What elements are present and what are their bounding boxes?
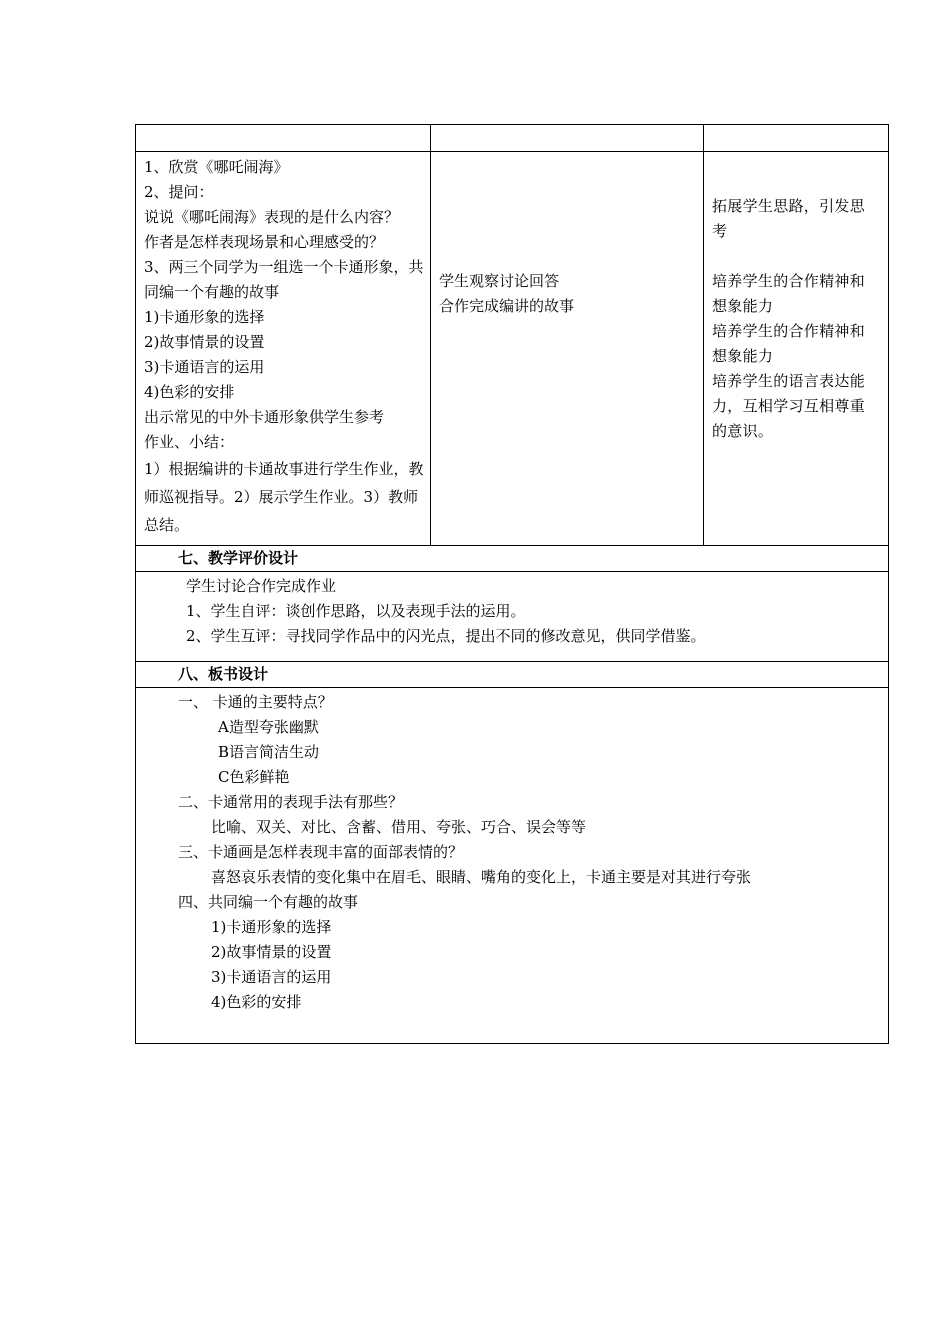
activity-row (136, 152, 889, 546)
board-heading: 一、 卡通的主要特点？ (178, 693, 333, 711)
teacher-step: 4)色彩的安排 (144, 383, 235, 401)
design-intent-cell (704, 152, 889, 546)
board-item: C色彩鲜艳 (218, 768, 290, 786)
board-item: 4)色彩的安排 (211, 993, 302, 1011)
evaluation-content (136, 572, 889, 662)
evaluation-row (136, 572, 889, 662)
design-intent: 培养学生的合作精神和想象能力 (712, 272, 866, 315)
board-item: 喜怒哀乐表情的变化集中在眉毛、眼睛、嘴角的变化上，卡通主要是对其进行夸张 (211, 868, 752, 886)
header-cell-1 (136, 125, 431, 152)
teacher-step: 1）根据编讲的卡通故事进行学生作业，教师巡视指导。2）展示学生作业。3）教师总结。 (144, 460, 424, 534)
teacher-step: 出示常见的中外卡通形象供学生参考 (144, 408, 385, 426)
board-content (136, 688, 889, 1044)
teacher-step: 作者是怎样表现场景和心理感受的？ (144, 233, 385, 251)
section-heading: 七、教学评价设计 (136, 546, 889, 572)
student-activity-cell (431, 152, 704, 546)
header-cell-3 (704, 125, 889, 152)
board-heading: 四、共同编一个有趣的故事 (178, 893, 359, 911)
header-row (136, 125, 889, 152)
evaluation-header-row (136, 546, 889, 572)
teacher-activity-cell (136, 152, 431, 546)
design-intent: 培养学生的合作精神和想象能力 (712, 322, 866, 365)
student-activity: 学生观察讨论回答 (439, 272, 560, 290)
evaluation-line: 学生讨论合作完成作业 (186, 577, 337, 595)
teacher-step: 2)故事情景的设置 (144, 333, 265, 351)
teacher-step: 3)卡通语言的运用 (144, 358, 265, 376)
design-intent-spacer (712, 244, 880, 269)
header-cell-2 (431, 125, 704, 152)
teacher-step: 3、两三个同学为一组选一个卡通形象，共同编一个有趣的故事 (144, 258, 424, 301)
board-heading: 三、卡通画是怎样表现丰富的面部表情的？ (178, 843, 464, 861)
board-item: A造型夸张幽默 (218, 718, 319, 736)
teacher-step: 作业、小结： (144, 433, 235, 451)
board-header-row (136, 662, 889, 688)
evaluation-line: 1、学生自评：谈创作思路，以及表现手法的运用。 (186, 602, 526, 620)
board-item: 比喻、双关、对比、含蓄、借用、夸张、巧合、误会等等 (211, 818, 587, 836)
teacher-step: 1、欣赏《哪吒闹海》 (144, 158, 289, 176)
board-heading: 二、卡通常用的表现手法有那些？ (178, 793, 404, 811)
teacher-step: 2、提问： (144, 183, 214, 201)
board-item: B语言简洁生动 (218, 743, 320, 761)
board-item: 1)卡通形象的选择 (211, 918, 332, 936)
design-intent: 拓展学生思路，引发思考 (712, 197, 866, 240)
design-intent: 培养学生的语言表达能力，互相学习互相尊重的意识。 (712, 372, 866, 440)
lesson-plan-table (135, 124, 889, 1044)
section-heading: 八、板书设计 (136, 662, 889, 688)
teacher-step: 1)卡通形象的选择 (144, 308, 265, 326)
board-item: 2)故事情景的设置 (211, 943, 332, 961)
student-activity: 合作完成编讲的故事 (439, 297, 575, 315)
teacher-step: 说说《哪吒闹海》表现的是什么内容？ (144, 208, 400, 226)
evaluation-line: 2、学生互评：寻找同学作品中的闪光点，提出不同的修改意见，供同学借鉴。 (186, 627, 706, 645)
board-item: 3)卡通语言的运用 (211, 968, 332, 986)
board-row (136, 688, 889, 1044)
